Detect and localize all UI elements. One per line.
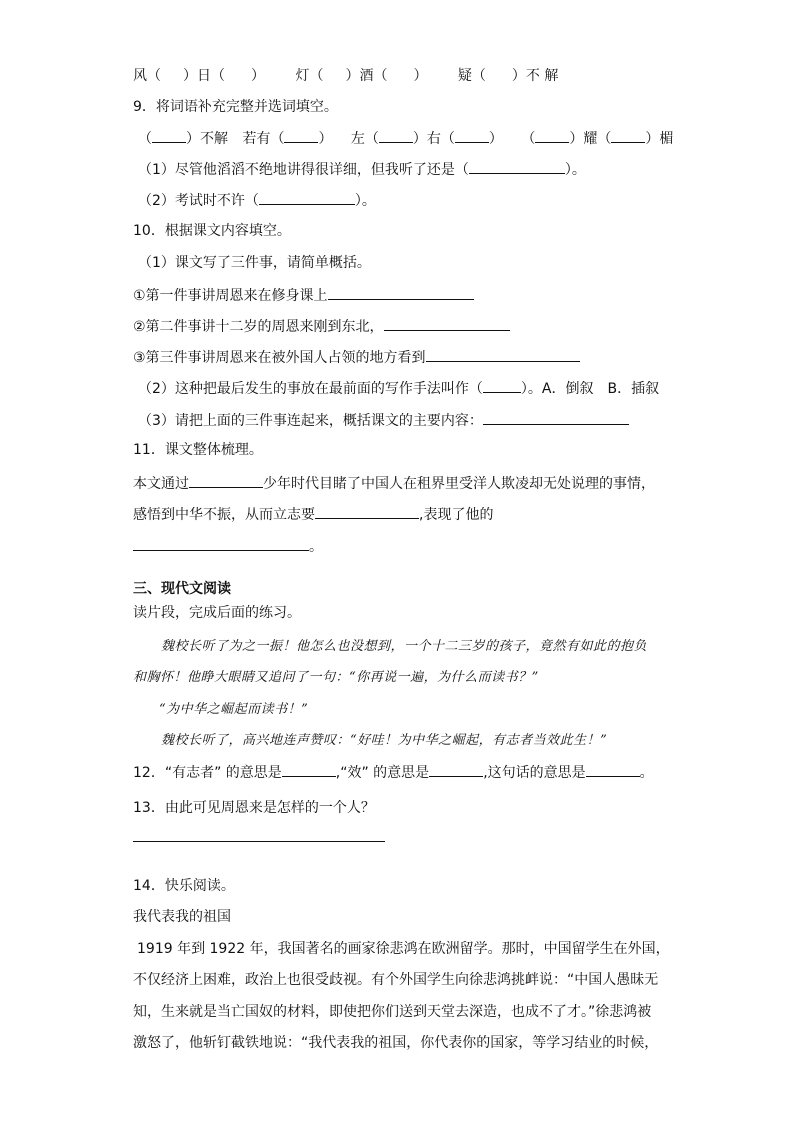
question-12	[133, 761, 654, 783]
q12-text: 。	[639, 765, 654, 781]
event-2	[133, 315, 510, 337]
q12-text: ,“效” 的意思是	[335, 765, 430, 781]
idiom-text: ）酒（	[345, 68, 388, 84]
question-10-part-2	[138, 378, 659, 399]
blank-w5[interactable]	[535, 128, 569, 143]
q12-text: 12．“有志者” 的意思是	[133, 765, 282, 781]
event-text: ②第二件事讲十二岁的周恩来刚到东北，	[133, 319, 384, 335]
blank-event-3[interactable]	[426, 346, 580, 362]
blank-w3[interactable]	[379, 128, 413, 143]
word-text: ）耀（	[569, 131, 612, 147]
question-10-title: 10．根据课文内容填空。	[133, 223, 291, 239]
sentence-text: （1）尽管他滔滔不绝地讲得很详细，但我听了还是（	[138, 162, 469, 178]
idiom-text: ）日（	[183, 68, 225, 84]
reading-line-1: 魏校长听了为之一振！他怎么也没想到，一个十二三岁的孩子，竟然有如此的抱负	[161, 639, 648, 654]
word-text: 左（	[350, 131, 379, 147]
idiom-text: ）	[251, 68, 265, 84]
word-text: （	[521, 131, 536, 147]
idiom-text: 疑（	[457, 68, 486, 84]
blank-q11-3[interactable]	[133, 535, 309, 551]
blank-w6[interactable]	[611, 128, 645, 143]
blank-event-2[interactable]	[384, 315, 510, 331]
blank-s2[interactable]	[259, 190, 355, 205]
section-3-heading: 三、现代文阅读	[133, 581, 231, 597]
blank-p3[interactable]	[483, 409, 629, 425]
blank-q11-2[interactable]	[315, 503, 419, 519]
q12-text: ,这句话的意思是	[483, 765, 586, 781]
idiom-text: ）	[413, 68, 428, 84]
event-1	[133, 284, 474, 306]
sentence-text: ）。	[564, 162, 586, 178]
idiom-text: 风（	[133, 68, 161, 84]
question-11-line-1	[133, 472, 655, 494]
event-text: ③第三件事讲周恩来在被外国人占领的地方看到	[133, 350, 426, 366]
blank-q12-1[interactable]	[282, 761, 336, 777]
idiom-text: ）不 解	[511, 68, 559, 84]
passage-line-1: 1919 年到 1922 年，我国著名的画家徐悲鸿在欧洲留学。那时，中国留学生在外国，	[137, 941, 670, 957]
question-9-sentence-2	[138, 190, 376, 211]
question-11-line-2	[133, 503, 493, 525]
word-text: 若有（	[242, 131, 285, 147]
reading-line-2: 和胸怀！他睁大眼睛又追问了一句：“你再说一遍，为什么而读书？”	[133, 670, 539, 685]
summary-text: 。	[309, 539, 323, 555]
answer-line-q13[interactable]	[133, 841, 385, 842]
question-10-part-3	[138, 409, 629, 431]
reading-line-4: 魏校长听了，高兴地连声赞叹：“好哇！为中华之崛起，有志者当效此生！”	[161, 733, 608, 748]
passage-line-3: 知，生来就是当亡国奴的材料，即使把你们送到天堂去深造，也成不了才。”徐悲鸿被	[133, 1004, 652, 1020]
blank-q12-3[interactable]	[586, 761, 640, 777]
part-text: （3）请把上面的三件事连起来，概括课文的主要内容：	[138, 413, 483, 429]
word-text: ）楣	[645, 131, 674, 147]
summary-text: 少年时代目睹了中国人在租界里受洋人欺凌却无处说理的事情，	[263, 476, 655, 492]
reading-line-3: “为中华之崛起而读书！”	[159, 702, 309, 717]
passage-title: 我代表我的祖国	[133, 909, 231, 925]
question-9-words	[138, 128, 673, 149]
question-9-title: 9．将词语补充完整并选词填空。	[133, 99, 338, 115]
question-9-sentence-1	[138, 159, 586, 180]
idiom-fill-line	[133, 66, 558, 86]
question-11-title: 11．课文整体梳理。	[133, 442, 263, 458]
summary-text: 本文通过	[133, 476, 189, 492]
passage-line-2: 不仅经济上困难，政治上也很受歧视。有个外国学生向徐悲鸿挑衅说：“中国人愚昧无	[133, 972, 659, 988]
sentence-text: （2）考试时不许（	[138, 193, 259, 209]
blank-w4[interactable]	[455, 128, 489, 143]
part-text: ）。A．倒叙 B．插叙	[520, 381, 660, 397]
blank-q12-2[interactable]	[429, 761, 483, 777]
question-10-part-1: （1）课文写了三件事，请简单概括。	[138, 255, 371, 271]
event-text: ①第一件事讲周恩来在修身课上	[133, 288, 328, 304]
question-13-title: 13．由此可见周恩来是怎样的一个人？	[133, 800, 375, 816]
blank-q11-1[interactable]	[189, 472, 263, 488]
blank-p2[interactable]	[483, 378, 521, 393]
event-3	[133, 346, 580, 368]
word-text: ）	[488, 131, 503, 147]
passage-line-4: 激怒了，他斩钉截铁地说：“我代表我的祖国，你代表你的国家，等学习结业的时候，	[133, 1035, 659, 1051]
summary-text: 感悟到中华不振，从而立志要	[133, 507, 315, 523]
word-text: ）	[318, 131, 333, 147]
word-text: ）不解	[186, 131, 228, 147]
part-text: （2）这种把最后发生的事放在最前面的写作手法叫作（	[138, 381, 483, 397]
idiom-text: 灯（	[295, 68, 324, 84]
summary-text: ,表现了他的	[419, 507, 494, 523]
question-14-title: 14．快乐阅读。	[133, 878, 235, 894]
sentence-text: ）。	[354, 193, 376, 209]
section-3-intro: 读片段，完成后面的练习。	[133, 605, 301, 621]
question-11-line-3	[133, 535, 323, 557]
blank-w1[interactable]	[152, 128, 186, 143]
blank-w2[interactable]	[284, 128, 318, 143]
word-text: （	[138, 131, 152, 147]
blank-event-1[interactable]	[328, 284, 474, 300]
word-text: ）右（	[412, 131, 455, 147]
blank-s1[interactable]	[469, 159, 565, 174]
